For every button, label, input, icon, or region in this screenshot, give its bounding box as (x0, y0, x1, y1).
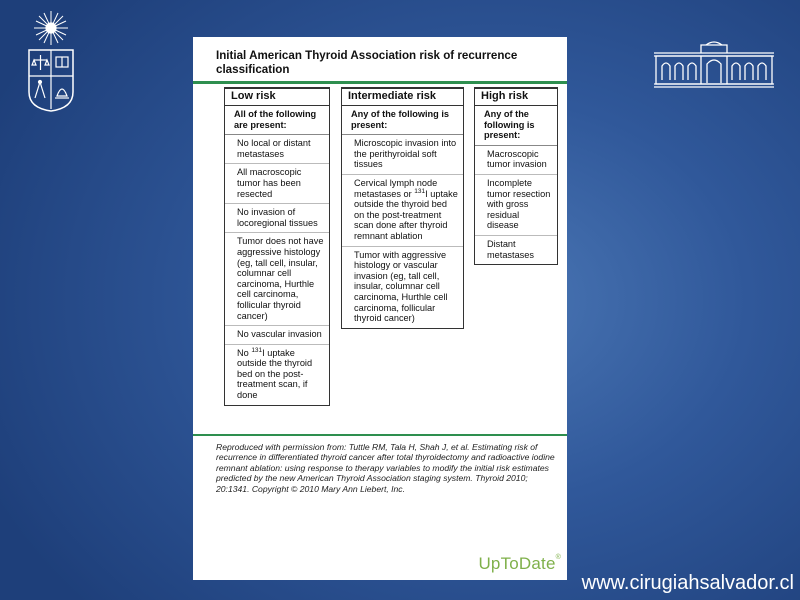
hospital-building-logo (651, 40, 777, 90)
high-risk-column (474, 87, 558, 265)
title-divider (193, 81, 567, 84)
intermediate-risk-item: Microscopic invasion into the perithyroidal soft tissues (342, 135, 463, 175)
intermediate-risk-intro: Any of the following is present: (342, 106, 463, 135)
low-risk-item: No vascular invasion (225, 326, 329, 345)
low-risk-item: Tumor does not have aggressive histology (eg, tall cell, insular, columnar cell carcinoma, Hurthle cell carcinoma, follicular thyroid cancer) (225, 233, 329, 326)
high-risk-item: Macroscopic tumor invasion (475, 146, 557, 175)
low-risk-item: No local or distant metastases (225, 135, 329, 164)
risk-classification-figure (193, 37, 567, 580)
low-risk-header: Low risk (225, 88, 329, 106)
intermediate-risk-header: Intermediate risk (342, 88, 463, 106)
figure-title: Initial American Thyroid Association risk of recurrence classification (216, 49, 518, 76)
website-url: www.cirugiahsalvador.cl (581, 572, 794, 594)
intermediate-risk-item: Tumor with aggressive histology or vascular invasion (eg, tall cell, insular, columnar cell carcinoma, Hurthle cell carcinoma, follicular thyroid cancer) (354, 249, 448, 324)
low-risk-item: No $^{131}$I uptake outside the thyroid bed on the post-treatment scan, if done (237, 346, 313, 401)
low-risk-item: All macroscopic tumor has been resected (225, 164, 329, 204)
low-risk-intro: All of the following are present: (225, 106, 329, 135)
university-seal-logo (22, 8, 80, 112)
high-risk-intro: Any of the following is present: (475, 106, 557, 146)
low-risk-column (224, 87, 330, 406)
high-risk-item: Distant metastases (487, 238, 534, 260)
uptodate-logo: UpToDate® (478, 554, 561, 573)
intermediate-risk-item: Cervical lymph node metastases or $^{131}$I uptake outside the thyroid bed on the post-treatment scan done after thyroid remnant ablation (342, 175, 463, 247)
footnote-divider (193, 434, 567, 436)
citation-footnote: Reproduced with permission from: Tuttle RM, Tala H, Shah J, et al. Estimating risk of recurrence in differentiated thyroid cancer after total thyroidectomy and radioactive iodine remnant ablation: using response to therapy variables to modify the initial risk estimates predicted by the new American Thyroid Association staging system. Thyroid 2010; 20:1341. Copyright © 2010 Mary Ann Liebert, Inc. (216, 442, 555, 494)
low-risk-item: No invasion of locoregional tissues (225, 204, 329, 233)
high-risk-item: Incomplete tumor resection with gross residual disease (475, 175, 557, 236)
intermediate-risk-column (341, 87, 464, 329)
high-risk-header: High risk (475, 88, 557, 106)
